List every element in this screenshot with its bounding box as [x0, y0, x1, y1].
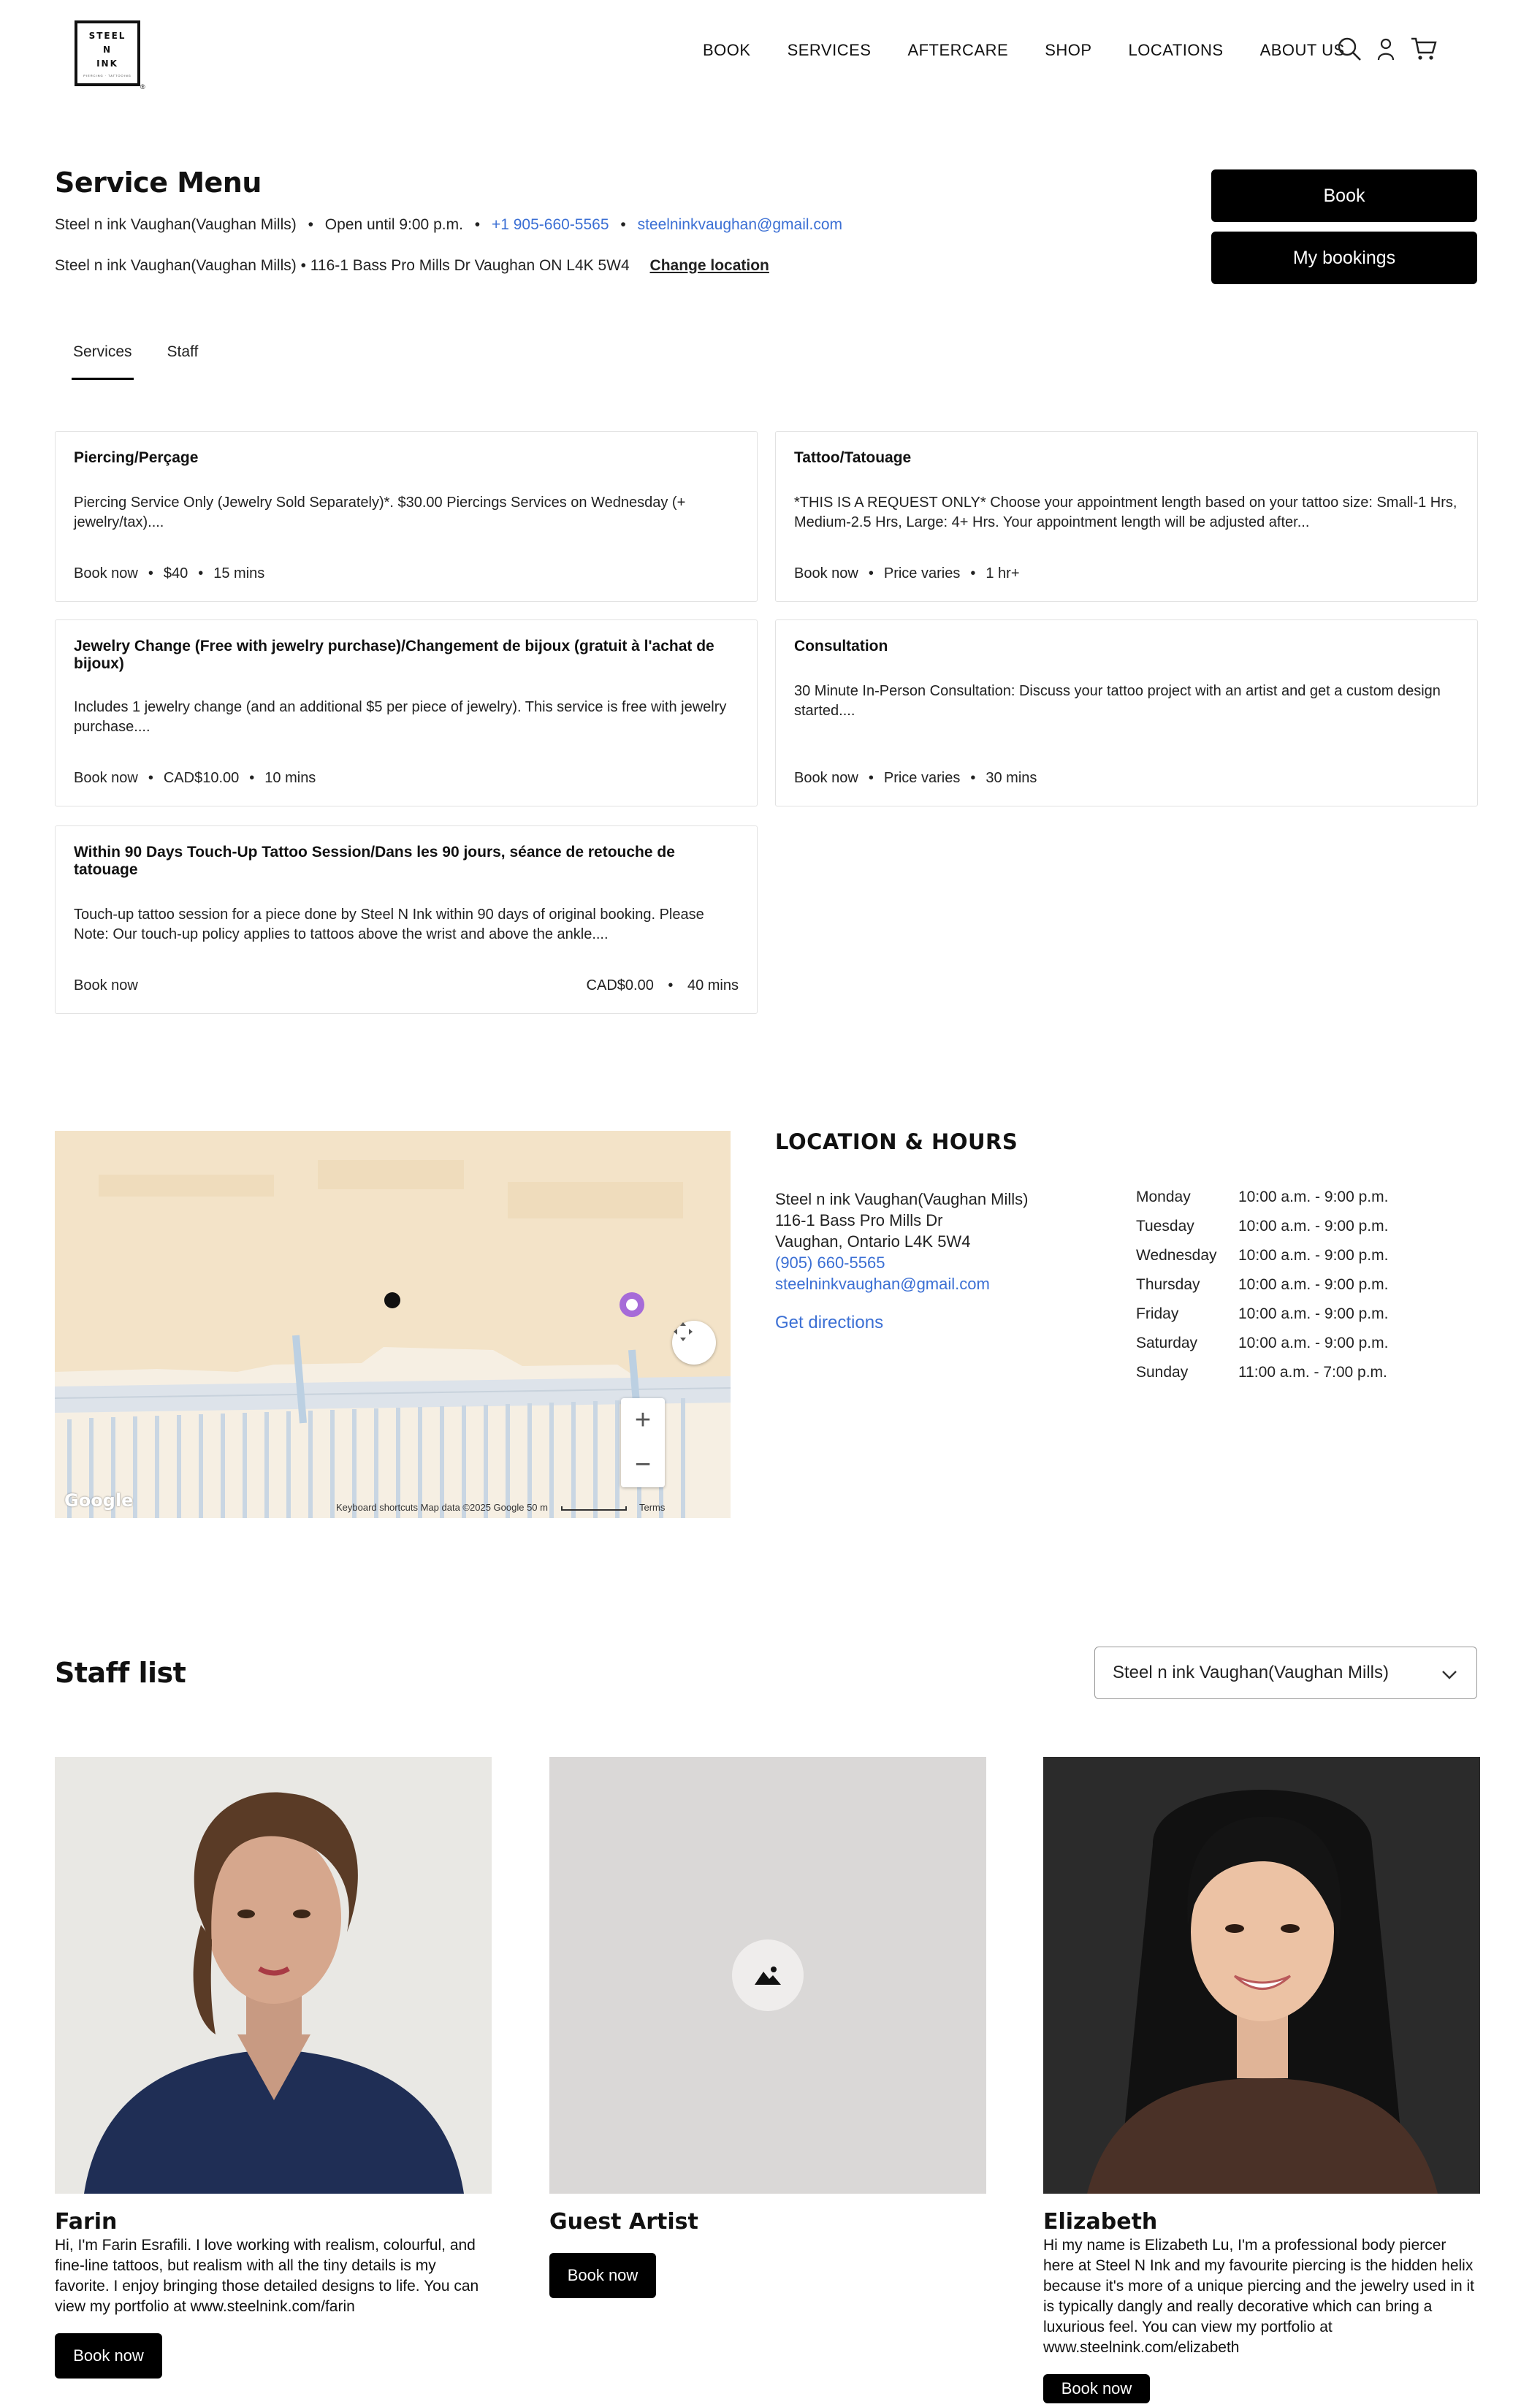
location-meta [55, 216, 842, 234]
service-price: CAD$0.00 [586, 977, 654, 993]
service-description: Includes 1 jewelry change (and an additional $5 per piece of jewelry). This service is free with jewelry purchase.... [74, 699, 727, 735]
staff-bio-farin: Hi, I'm Farin Esrafili. I love working with realism, colourful, and fine-line tattoos, but realism with all the tiny details is my favorite. I enjoy bringing those detailed designs to life. You can view my portfolio at www.steelnink.com/farin [55, 2237, 479, 2315]
nav-book[interactable]: BOOK [703, 41, 751, 59]
location-phone-link[interactable]: (905) 660-5565 [775, 1254, 885, 1272]
book-now-link[interactable]: Book now [74, 977, 138, 993]
service-description: *THIS IS A REQUEST ONLY* Choose your appointment length based on your tattoo size: Small-1 Hrs, Medium-2.5 Hrs, Large: 4+ Hrs. Your appointment length will be adjusted after... [794, 495, 1457, 530]
hours-row [1136, 1276, 1388, 1305]
staff-photo-placeholder [549, 1757, 986, 2194]
service-footer [74, 977, 739, 994]
open-status: Open until 9:00 p.m. [324, 216, 463, 233]
staff-list-title: Staff list [55, 1657, 186, 1689]
separator-dot: • [868, 770, 874, 786]
hours-day: Friday [1136, 1305, 1179, 1322]
hours-row [1136, 1305, 1388, 1335]
book-now-link[interactable]: Book now [74, 770, 138, 786]
service-price: Price varies [883, 770, 961, 786]
service-description: Piercing Service Only (Jewelry Sold Separately)*. $30.00 Piercings Services on Wednesday (+ jewelry/tax).... [74, 495, 686, 530]
phone-link[interactable]: +1 905-660-5565 [491, 216, 609, 233]
service-footer [74, 770, 739, 787]
hours-row [1136, 1335, 1388, 1364]
map-zoom-controls [621, 1398, 665, 1487]
service-duration: 40 mins [687, 977, 739, 993]
book-now-button-elizabeth[interactable]: Book now [1043, 2374, 1150, 2403]
hours-day: Saturday [1136, 1335, 1198, 1351]
tab-staff[interactable]: Staff [167, 343, 199, 360]
address-line [55, 257, 769, 275]
logo-line-1: STEEL [88, 31, 126, 41]
service-card-tattoo[interactable] [775, 431, 1478, 602]
separator-dot: • [308, 216, 313, 233]
user-icon[interactable] [1376, 37, 1395, 64]
staff-name-elizabeth: Elizabeth [1043, 2209, 1158, 2235]
service-duration: 1 hr+ [986, 565, 1020, 581]
header-icons [1337, 37, 1438, 65]
hours-row [1136, 1218, 1388, 1247]
map-terms-link[interactable]: Terms [639, 1502, 666, 1513]
location-city: Vaughan, Ontario L4K 5W4 [775, 1232, 971, 1251]
logo-tagline: PIERCING · TATTOOING [83, 74, 131, 77]
hours-day: Thursday [1136, 1276, 1200, 1293]
hours-time: 11:00 a.m. - 7:00 p.m. [1238, 1364, 1387, 1381]
hours-time: 10:00 a.m. - 9:00 p.m. [1238, 1305, 1389, 1322]
book-now-link[interactable]: Book now [794, 565, 858, 581]
service-title: Consultation [794, 638, 888, 655]
page-title: Service Menu [55, 167, 262, 199]
zoom-in-button[interactable]: + [634, 1405, 652, 1435]
location-email-link[interactable]: steelninkvaughan@gmail.com [775, 1275, 990, 1293]
staff-name-guest-artist: Guest Artist [549, 2209, 698, 2235]
nav-locations[interactable]: LOCATIONS [1128, 41, 1224, 59]
staff-photo-farin [55, 1757, 492, 2194]
separator-dot: • [198, 565, 204, 581]
hours-day: Monday [1136, 1189, 1191, 1205]
service-price-duration [587, 977, 739, 994]
hours-row [1136, 1247, 1388, 1276]
service-footer [794, 565, 1459, 582]
service-price: CAD$10.00 [163, 770, 240, 786]
separator-dot: • [868, 565, 874, 581]
service-duration: 30 mins [986, 770, 1037, 786]
fullscreen-control[interactable] [672, 1321, 716, 1365]
fullscreen-icon [672, 1321, 694, 1343]
book-now-button-farin[interactable]: Book now [55, 2333, 162, 2379]
get-directions-link[interactable]: Get directions [775, 1313, 884, 1332]
hours-time: 10:00 a.m. - 9:00 p.m. [1238, 1276, 1389, 1293]
service-footer [794, 770, 1459, 787]
cart-icon[interactable] [1410, 37, 1438, 65]
logo-line-3: INK [96, 58, 118, 69]
hours-day: Wednesday [1136, 1247, 1217, 1264]
staff-name-farin: Farin [55, 2209, 118, 2235]
service-duration: 10 mins [264, 770, 316, 786]
separator-dot: • [249, 770, 255, 786]
service-title: Tattoo/Tatouage [794, 449, 912, 466]
separator-dot: • [970, 770, 976, 786]
hours-row [1136, 1364, 1388, 1393]
book-button[interactable]: Book [1211, 169, 1477, 222]
hours-time: 10:00 a.m. - 9:00 p.m. [1238, 1247, 1389, 1264]
hours-day: Sunday [1136, 1364, 1189, 1381]
zoom-out-button[interactable]: − [634, 1449, 652, 1480]
map-attribution-text: Keyboard shortcuts Map data ©2025 Google 50 m [336, 1502, 548, 1513]
google-logo: Google [64, 1490, 134, 1511]
hours-time: 10:00 a.m. - 9:00 p.m. [1238, 1335, 1389, 1351]
tab-bar [72, 343, 198, 380]
service-card-touch-up[interactable] [55, 825, 758, 1014]
book-now-link[interactable]: Book now [74, 565, 138, 581]
service-card-consultation[interactable] [775, 619, 1478, 806]
service-duration: 15 mins [213, 565, 265, 581]
location-hours-title: LOCATION & HOURS [775, 1129, 1018, 1154]
book-now-button-guest-artist[interactable]: Book now [549, 2253, 656, 2298]
service-title: Within 90 Days Touch-Up Tattoo Session/Dans les 90 jours, séance de retouche de tatouage [74, 844, 675, 878]
book-now-link[interactable]: Book now [794, 770, 858, 786]
separator-dot: • [668, 977, 674, 993]
main-nav [703, 41, 1345, 60]
service-description: Touch-up tattoo session for a piece done by Steel N Ink within 90 days of original booking. Please Note: Our touch-up policy applies to tattoos above the wrist and above the ankle.... [74, 907, 704, 942]
hours-day: Tuesday [1136, 1218, 1194, 1235]
nav-aftercare[interactable]: AFTERCARE [907, 41, 1009, 59]
hours-time: 10:00 a.m. - 9:00 p.m. [1238, 1218, 1389, 1235]
address-text: Steel n ink Vaughan(Vaughan Mills) • 116-1 Bass Pro Mills Dr Vaughan ON L4K 5W4 [55, 257, 630, 274]
hours-row [1136, 1189, 1388, 1218]
nav-shop[interactable]: SHOP [1045, 41, 1092, 59]
service-card-piercing[interactable] [55, 431, 758, 602]
service-description: 30 Minute In-Person Consultation: Discuss your tattoo project with an artist and get a custom design started.... [794, 683, 1441, 719]
hours-time: 10:00 a.m. - 9:00 p.m. [1238, 1189, 1389, 1205]
service-price: Price varies [883, 565, 961, 581]
chevron-down-icon [1440, 1665, 1459, 1684]
location-street: 116-1 Bass Pro Mills Dr [775, 1211, 943, 1229]
staff-location-select[interactable] [1094, 1647, 1477, 1699]
nav-about-us[interactable]: ABOUT US [1259, 41, 1345, 59]
separator-dot: • [148, 770, 153, 786]
separator-dot: • [474, 216, 481, 233]
service-card-jewelry-change[interactable] [55, 619, 758, 806]
image-placeholder-icon [732, 1939, 804, 2011]
map-attribution [336, 1502, 665, 1513]
staff-photo-elizabeth [1043, 1757, 1480, 2194]
location-address-block [775, 1189, 1029, 1294]
staff-location-value: Steel n ink Vaughan(Vaughan Mills) [1113, 1663, 1389, 1682]
logo[interactable] [75, 20, 140, 86]
opening-hours [1136, 1189, 1388, 1393]
service-price: $40 [163, 565, 188, 581]
service-title: Piercing/Perçage [74, 449, 199, 466]
logo-registered-mark: ® [140, 83, 145, 91]
search-icon[interactable] [1337, 37, 1362, 65]
separator-dot: • [148, 565, 153, 581]
change-location-link[interactable]: Change location [649, 257, 769, 274]
map-scale-bar [561, 1506, 627, 1511]
staff-bio-elizabeth: Hi my name is Elizabeth Lu, I'm a professional body piercer here at Steel N Ink and my favourite piercing is the hidden helix because it's more of a unique piercing and the jewelry used in it is typically dangly and really decorative which can bring a luxurious feel. You can view my portfolio at www.steelnink.com/elizabeth [1043, 2237, 1475, 2356]
tab-services[interactable]: Services [72, 343, 134, 380]
location-name: Steel n ink Vaughan(Vaughan Mills) [775, 1190, 1029, 1208]
location-name: Steel n ink Vaughan(Vaughan Mills) [55, 216, 297, 233]
my-bookings-button[interactable]: My bookings [1211, 232, 1477, 284]
separator-dot: • [970, 565, 976, 581]
service-title: Jewelry Change (Free with jewelry purchase)/Changement de bijoux (gratuit à l'achat de bijoux) [74, 638, 714, 672]
separator-dot: • [620, 216, 626, 233]
service-footer [74, 565, 739, 582]
logo-line-2: N [102, 45, 113, 55]
site-header [0, 0, 1540, 110]
email-link[interactable]: steelninkvaughan@gmail.com [637, 216, 843, 233]
nav-services[interactable]: SERVICES [787, 41, 872, 59]
